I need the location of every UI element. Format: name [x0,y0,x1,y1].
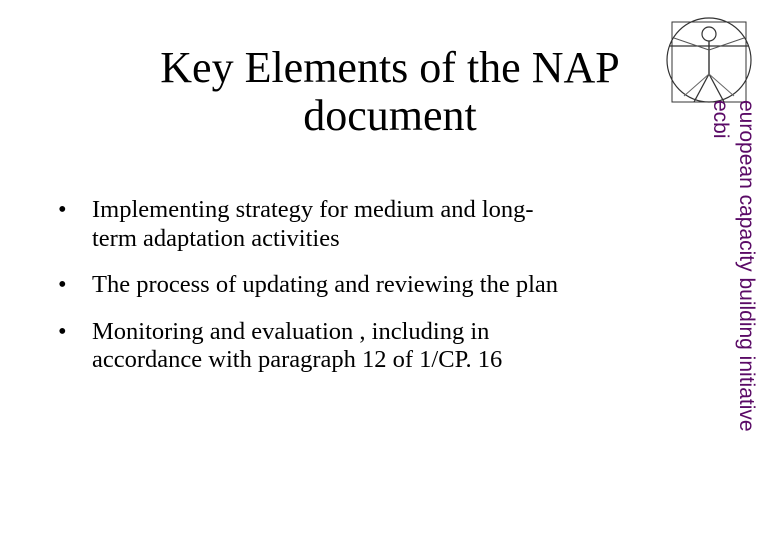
bullet-text-line: Implementing strategy for medium and long- [92,196,534,223]
bullet-item [58,196,708,253]
slide-title-line-2: document [303,91,477,140]
slide-title-line-1: Key Elements of the NAP [160,43,620,92]
bullet-marker: • [58,271,67,298]
bullet-text-line: accordance with paragraph 12 of 1/CP. 16 [92,346,503,373]
sidebar-org-name: european capacity building initiative [735,100,758,432]
bullet-text-line: Monitoring and evaluation , including in [92,317,490,345]
bullet-item [58,271,708,300]
bullet-list [58,196,708,393]
sidebar-org-acronym: ecbi [709,100,732,139]
bullet-item [58,318,708,375]
bullet-marker: • [58,196,67,223]
bullet-text-line: term adaptation activities [92,224,340,252]
bullet-text-line: The process of updating and reviewing the plan [92,271,559,298]
vertical-sidebar-text [679,100,759,520]
bullet-marker: • [58,317,67,345]
slide-title [120,44,660,140]
